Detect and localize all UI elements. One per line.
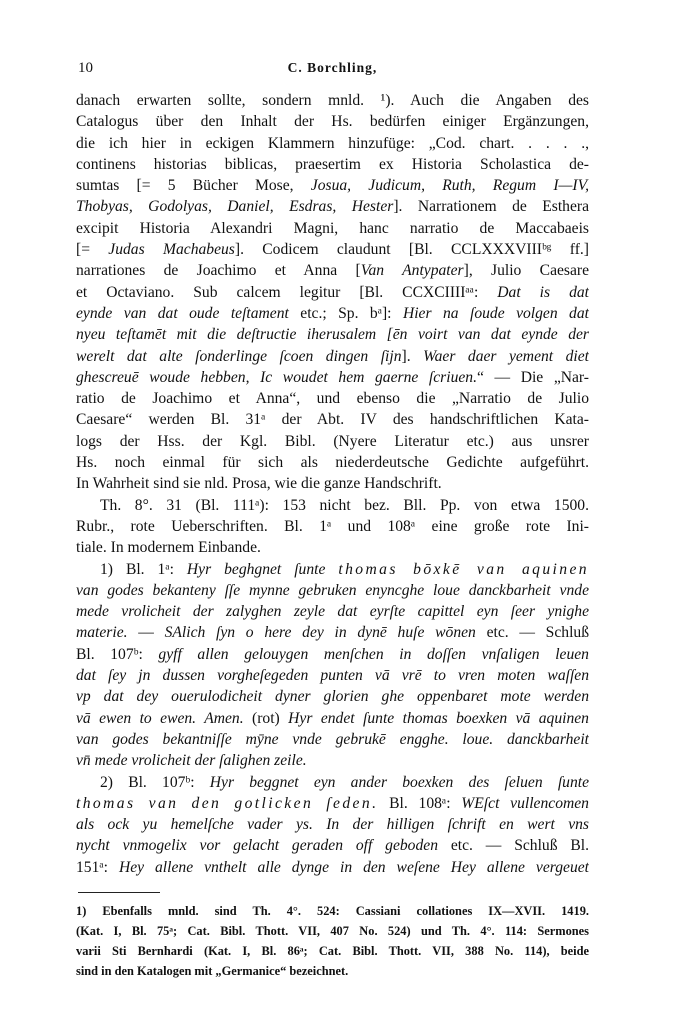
roman-text: (rot) [243, 709, 289, 727]
roman-text: Catalogus über den Inhalt der Hs. bedürfen einiger Ergänzungen, [76, 113, 589, 131]
italic-text: Judas Machabeus [108, 241, 235, 259]
text-line [76, 580, 589, 601]
roman-text: Rubr., rote Ueberschriften. Bl. 1ᵃ und 108ᵃ eine große rote Ini- [76, 517, 589, 535]
footnote-line: (Kat. I, Bl. 75ᵃ; Cat. Bibl. Thott. VII, 407 No. 524) und Th. 4°. 114: Sermones [76, 923, 589, 938]
italic-text: van godes bekanteny ſſe mynne gebruken enyncghe loue danckbarheit vnde [76, 581, 589, 599]
roman-text: tiale. In modernem Einbande. [76, 539, 261, 557]
roman-text: 1) Bl. 1ᵃ: [100, 560, 187, 578]
roman-text: narrationes de Joachimo et Anna [ [76, 262, 361, 280]
italic-text: dat ſey jn dussen vorgheſegeden punten vā vrē to vren moten waſſen [76, 667, 589, 685]
page-number: 10 [78, 60, 93, 76]
roman-text: ]. Codicem claudunt [Bl. CCLXXXVIIIᵇᵍ ff.] [234, 241, 589, 259]
text-line [76, 601, 589, 622]
roman-text: excipit Historia Alexandri Magni, hanc narratio de Maccabaeis [76, 219, 589, 237]
italic-text: thomas van den gotlicken ſeden. [76, 794, 379, 812]
text-line [76, 622, 589, 643]
text-line [76, 324, 589, 345]
roman-text: etc. — Schluß Bl. [438, 837, 589, 855]
text-line [76, 303, 589, 324]
italic-text: eynde van dat oude teſtament [76, 304, 289, 322]
paragraph-th8-31 [76, 495, 589, 559]
footnote-line: 1) Ebenfalls mnld. sind Th. 4°. 524: Cassiani collationes IX—XVII. 1419. [76, 903, 589, 918]
roman-text: Caesare“ werden Bl. 31ᵃ der Abt. IV des handschriftlichen Kata- [76, 411, 589, 429]
italic-text: thomas bōxkē van aquinen [338, 560, 589, 578]
italic-text: Hey allene vnthelt alle dynge in den weſene Hey allene vergeuet [118, 858, 589, 876]
text-line [76, 282, 589, 303]
roman-text: Th. 8°. 31 (Bl. 111ᵃ): 153 nicht bez. Bll. Pp. von etwa 1500. [100, 496, 589, 514]
paragraph-catalogus [76, 90, 589, 495]
roman-text: ]. [401, 347, 424, 365]
italic-text: vā ewen to ewen. Amen. [76, 709, 244, 727]
roman-text: 2) Bl. 107ᵇ: [100, 773, 210, 791]
text-line [76, 793, 589, 814]
body-text [76, 90, 589, 878]
text-line [76, 750, 589, 771]
italic-text: Hyr beghgnet ſunte [186, 560, 339, 578]
paragraph-item-2 [76, 772, 589, 878]
text-line [76, 367, 589, 388]
footnote-rule [78, 892, 160, 893]
footnote-line: varii Sti Bernhardi (Kat. I, Bl. 86ᵃ; Cat. Bibl. Thott. VII, 388 No. 114), beide [76, 943, 589, 958]
italic-text: WEſct vullencomen [461, 794, 589, 812]
page-header [76, 60, 589, 82]
text-line [76, 90, 589, 111]
italic-text: van godes bekantniſſe mȳne vnde gebrukē engghe. loue. danckbarheit [76, 730, 589, 748]
italic-text: Van Antypater [360, 262, 464, 280]
text-line [76, 686, 589, 707]
page [76, 60, 589, 981]
text-line [76, 388, 589, 409]
text-line [76, 729, 589, 750]
italic-text: Hyr endet ſunte thomas boexken vā aquinen [288, 709, 589, 727]
text-line [76, 516, 589, 537]
paragraph-item-1 [76, 559, 589, 772]
roman-text: ], Julio Caesare [463, 262, 589, 280]
roman-text: danach erwarten sollte, sondern mnld. ¹). Auch die Angaben des [76, 92, 589, 109]
text-line [76, 260, 589, 281]
text-line [76, 772, 589, 793]
text-line [76, 346, 589, 367]
italic-text: vn̄ mede vrolicheit der ſalighen zeile. [76, 752, 307, 770]
italic-text: Josua, Judicum, Ruth, Regum I—IV, [310, 177, 589, 195]
italic-text: Hier na ſoude volgen dat [402, 304, 589, 322]
text-line [76, 665, 589, 686]
italic-text: nyeu teſtamēt mit die deſtructie iherusalem [ēn voirt van dat eynde der [76, 326, 589, 344]
running-head: C. Borchling, [287, 60, 378, 75]
italic-text: nycht vnmogelix vor gelacht geraden off geboden [76, 837, 438, 855]
text-line [76, 239, 589, 260]
italic-text: Dat is dat [497, 283, 589, 301]
roman-text: ]. Narrationem de Esthera [393, 198, 589, 216]
roman-text: etc.; Sp. bᵃ]: [288, 304, 403, 322]
italic-text: gyff allen gelouygen menſchen in doſſen vnſaligen leuen [158, 645, 589, 663]
text-line [76, 473, 589, 494]
text-line [76, 196, 589, 217]
italic-text: als ock yu hemelſche vader ys. In der hilligen ſchrift en wert vns [76, 816, 589, 834]
roman-text: Bl. 107ᵇ: [76, 645, 159, 663]
text-line [76, 708, 589, 729]
roman-text: et Octaviano. Sub calcem legitur [Bl. CCXCIIIIᵃᵃ: [76, 283, 498, 301]
text-line [76, 175, 589, 196]
roman-text: Hs. noch einmal für sich als niederdeutsche Gedichte aufgeführt. [76, 454, 589, 472]
text-line [76, 111, 589, 132]
roman-text: “ — Die „Nar- [476, 368, 589, 386]
text-line [76, 559, 589, 580]
text-line [76, 495, 589, 516]
roman-text: logs der Hss. der Kgl. Bibl. (Nyere Literatur etc.) aus unsrer [76, 432, 589, 450]
text-line [76, 857, 589, 878]
roman-text: 151ᵃ: [76, 858, 119, 876]
italic-text: mede vrolicheit der zalyghen zeyle dat eyrſte capittel eyn ſeer ynighe [76, 603, 589, 621]
text-line [76, 409, 589, 430]
roman-text: In Wahrheit sind sie nld. Prosa, wie die ganze Handschrift. [76, 475, 442, 493]
italic-text: Thobyas, Godolyas, Daniel, Esdras, Hester [76, 198, 394, 216]
roman-text: die ich hier in eckigen Klammern hinzufüge: „Cod. chart. . . . ., [76, 134, 589, 152]
roman-text: continens historias biblicas, praesertim ex Historia Scholastica de- [76, 155, 589, 173]
roman-text: — [127, 624, 165, 642]
text-line [76, 431, 589, 452]
roman-text: Bl. 108ᵃ: [378, 794, 462, 812]
text-line [76, 537, 589, 558]
roman-text: etc. — Schluß [475, 624, 589, 642]
italic-text: materie. [76, 624, 128, 642]
italic-text: Hyr beggnet eyn ander boexken des ſeluen ſunte [209, 773, 589, 791]
roman-text: sumtas [= 5 Bücher Mose, [76, 177, 311, 195]
roman-text: [= [76, 241, 109, 259]
footnote [76, 901, 589, 981]
footnote-line: sind in den Katalogen mit „Germanice“ bezeichnet. [76, 963, 349, 978]
roman-text: ratio de Joachimo et Anna“, und ebenso die „Narratio de Julio [76, 390, 589, 408]
text-line [76, 835, 589, 856]
italic-text: werelt dat alte ſonderlinge ſcoen dingen ſijn [76, 347, 402, 365]
text-line [76, 814, 589, 835]
italic-text: SAlich ſyn o here dey in dynē huſe wōnen [164, 624, 476, 642]
text-line [76, 452, 589, 473]
text-line [76, 644, 589, 665]
italic-text: Waer daer yement diet [423, 347, 589, 365]
italic-text: ghescreuē woude hebben, Ic woudet hem gaerne ſcriuen. [76, 368, 477, 386]
text-line [76, 133, 589, 154]
italic-text: vp dat dey ouerulodicheit dyner glorien ghe oppenbaret mote werden [76, 688, 589, 706]
text-line [76, 154, 589, 175]
text-line [76, 218, 589, 239]
